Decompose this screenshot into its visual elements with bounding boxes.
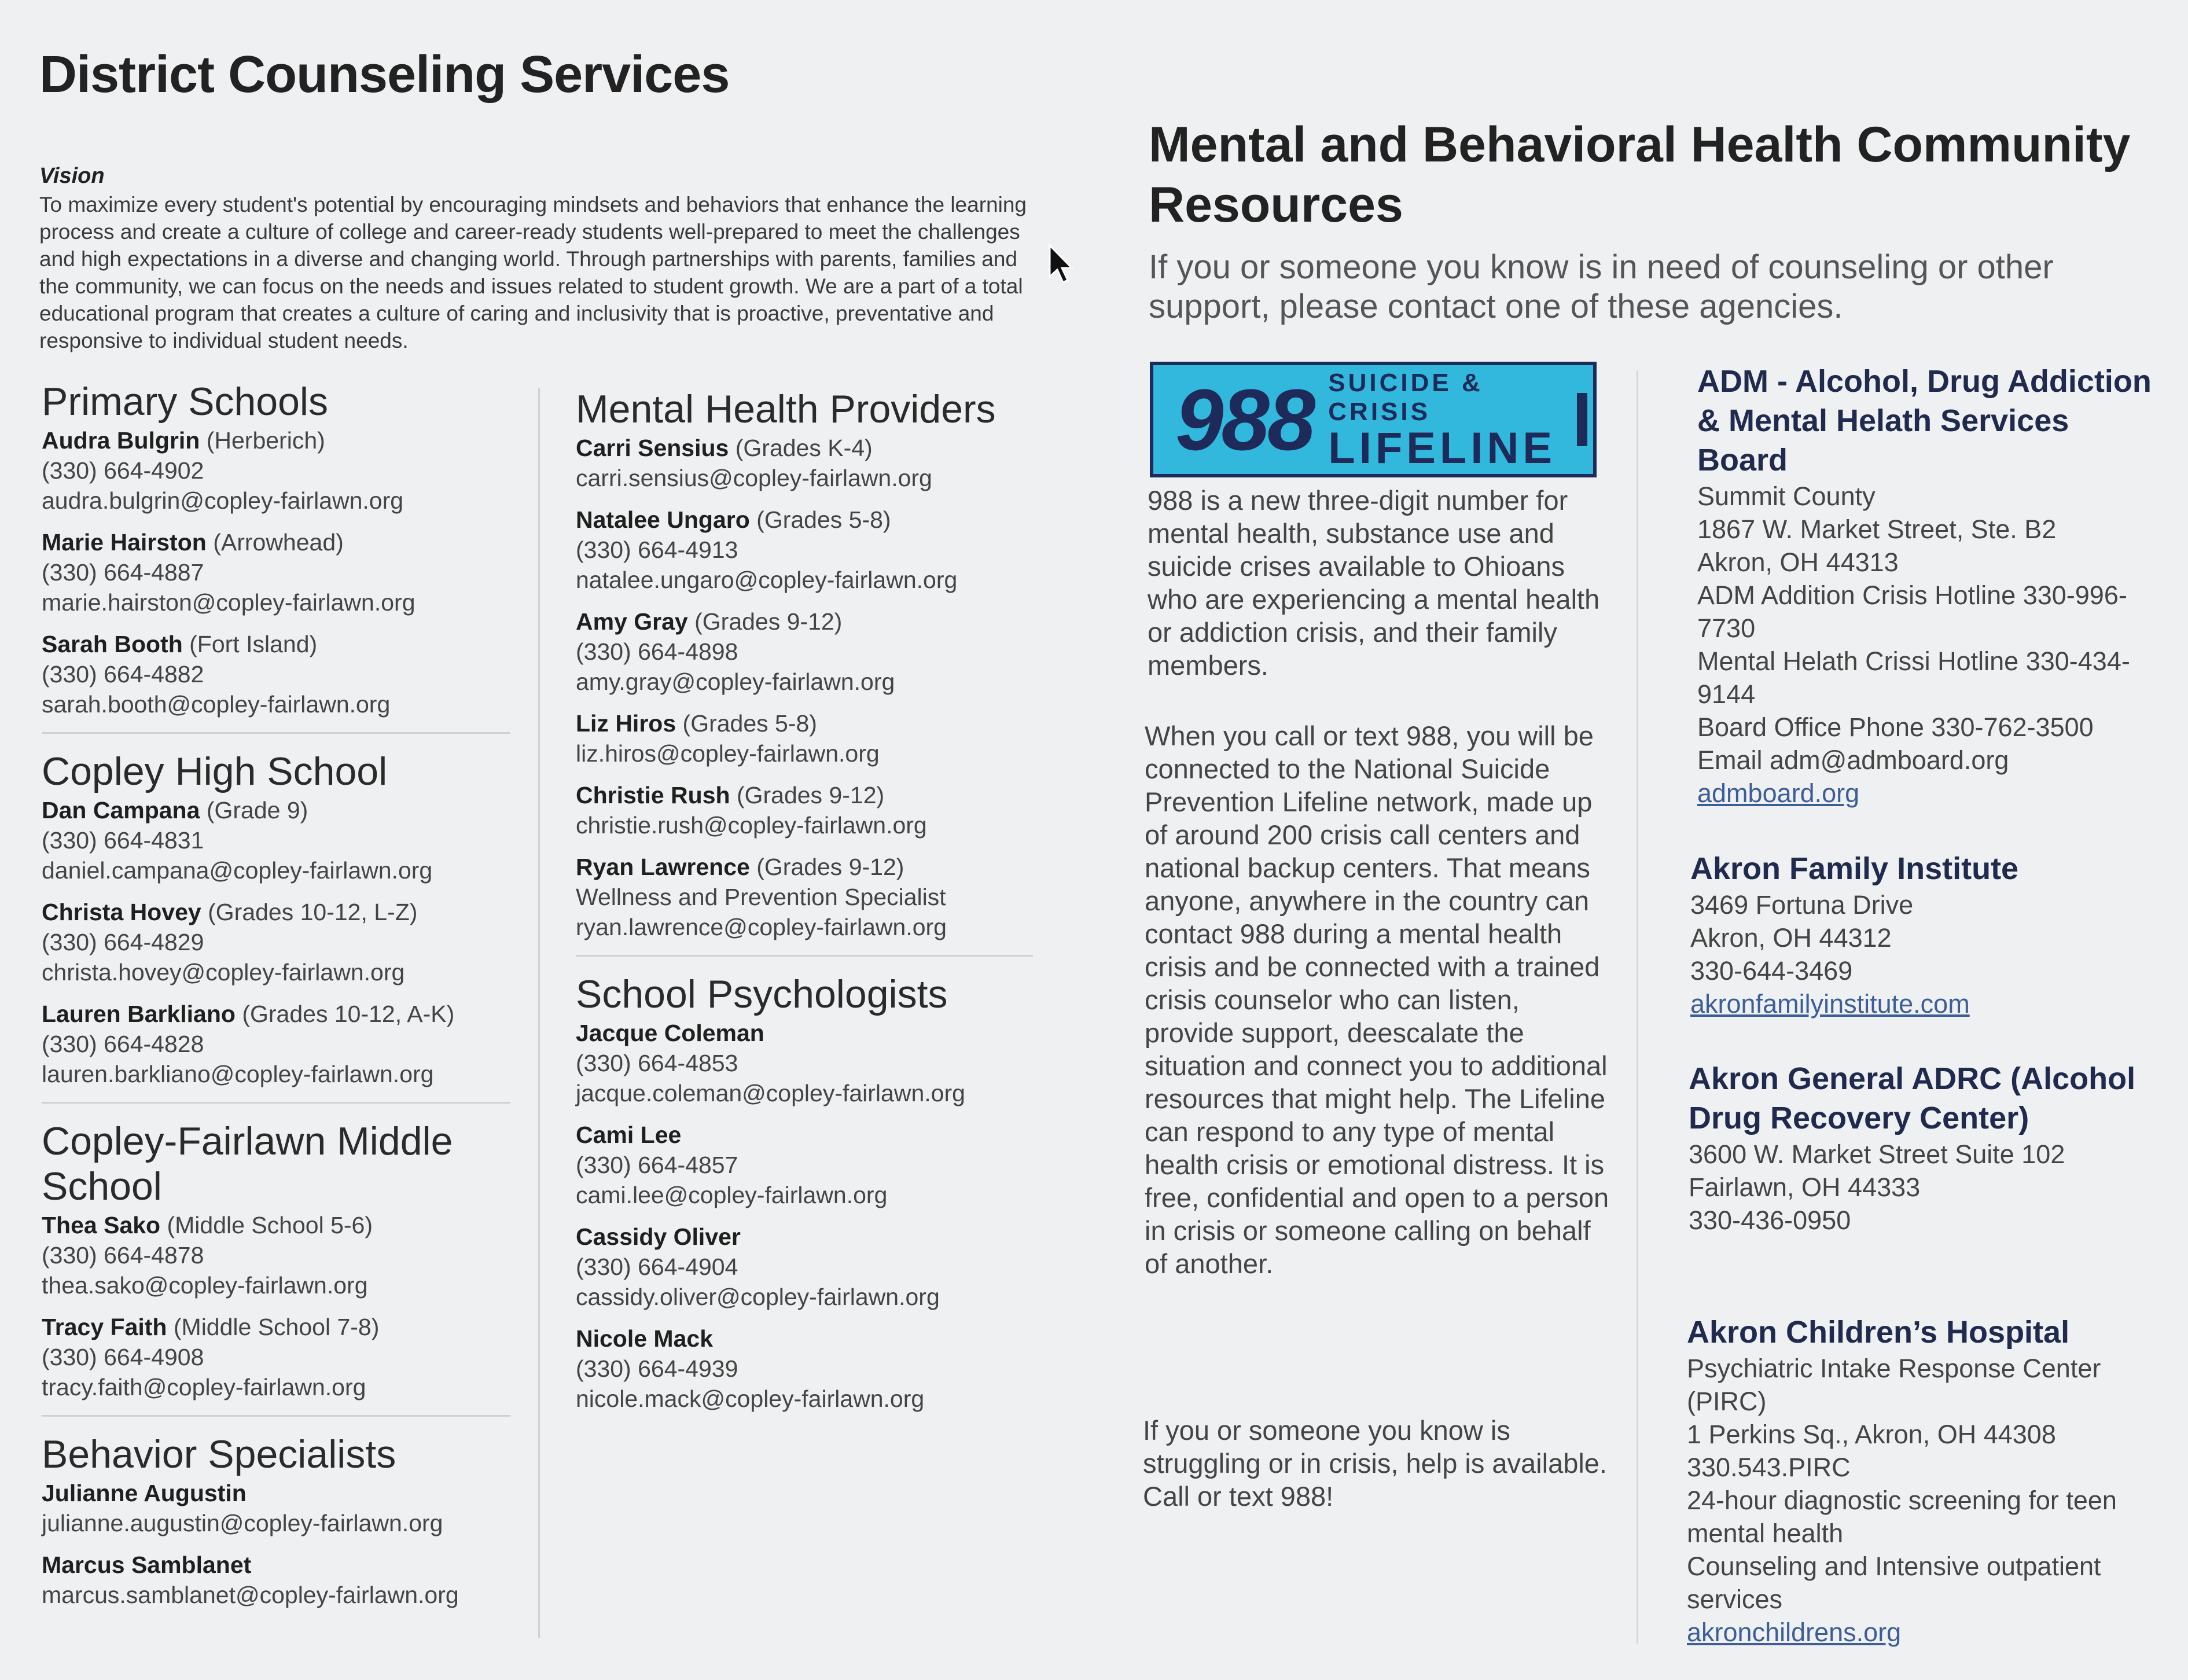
staff-name: Audra Bulgrin: [42, 427, 200, 454]
resources-intro: If you or someone you know is in need of counseling or other support, please contact one of these agencies.: [1149, 248, 2054, 325]
staff-name: Sarah Booth: [42, 631, 183, 657]
agency-adm: [1697, 362, 2160, 810]
staff-phone: (330) 664-4853: [576, 1050, 738, 1076]
staff-role: (Grades K-4): [735, 435, 873, 461]
agency-detail: 3469 Fortuna Drive: [1690, 890, 1914, 920]
staff-phone: (330) 664-4939: [576, 1355, 738, 1382]
agency-website-link[interactable]: admboard.org: [1697, 778, 1860, 808]
staff-contact: [42, 1550, 516, 1610]
agency-akron-childrens-hospital: [1687, 1313, 2150, 1649]
staff-name: Jacque Coleman: [576, 1020, 764, 1046]
agency-detail: 330-644-3469: [1690, 956, 1853, 986]
agency-name: Akron General ADRC (Alcohol Drug Recovery Center): [1689, 1061, 2136, 1135]
staff-name: Marie Hairston: [42, 529, 207, 556]
staff-contact: [42, 527, 516, 617]
staff-contact: [576, 433, 1039, 493]
staff-name: Lauren Barkliano: [42, 1001, 236, 1027]
staff-email: marcus.samblanet@copley-fairlawn.org: [42, 1582, 459, 1608]
staff-email: tracy.faith@copley-fairlawn.org: [42, 1374, 366, 1400]
staff-role: (Grade 9): [206, 797, 308, 824]
staff-contact: [42, 1478, 516, 1538]
section-heading: Behavior Specialists: [42, 1432, 396, 1476]
staff-name-line: [42, 795, 516, 825]
logo-words: [1328, 369, 1593, 473]
vision-label: Vision: [39, 164, 105, 188]
staff-contact: [42, 425, 516, 516]
staff-phone: (330) 664-4857: [576, 1152, 738, 1178]
agency-akron-family-institute: [1690, 849, 2153, 1020]
agency-detail: Fairlawn, OH 44333: [1689, 1172, 1921, 1202]
staff-role: (Herberich): [206, 427, 325, 454]
staff-name: Christie Rush: [576, 782, 730, 808]
staff-email: thea.sako@copley-fairlawn.org: [42, 1272, 368, 1299]
staff-name-line: [576, 1222, 1039, 1252]
middle-staff-column: [576, 387, 1039, 1425]
staff-role: (Grades 9-12): [736, 782, 885, 808]
staff-role: (Middle School 5-6): [167, 1212, 373, 1238]
staff-email: jacque.coleman@copley-fairlawn.org: [576, 1080, 965, 1106]
agency-detail: Counseling and Intensive outpatient services: [1687, 1552, 2101, 1614]
logo-bar: [1577, 393, 1587, 446]
staff-name-line: [42, 1550, 516, 1580]
agency-detail: 330-436-0950: [1689, 1205, 1851, 1235]
left-staff-column: [42, 379, 516, 1622]
agency-detail: 24-hour diagnostic screening for teen mental health: [1687, 1486, 2117, 1548]
agency-detail: 1867 W. Market Street, Ste. B2: [1697, 514, 2057, 544]
column-divider: [538, 388, 540, 1638]
staff-name-line: [576, 433, 1039, 463]
staff-email: daniel.campana@copley-fairlawn.org: [42, 857, 433, 884]
staff-email: lauren.barkliano@copley-fairlawn.org: [42, 1061, 434, 1087]
agency-detail: 3600 W. Market Street Suite 102: [1689, 1139, 2065, 1169]
vision-text: To maximize every student's potential by encouraging mindsets and behaviors that enhance the learning process and create a culture of college and career-ready students well-prepared to meet the challenges and high expectations in a diverse and changing world. Through partnerships with parents, families and the community, we can focus on the needs and issues related to student growth. We are a part of a total educational program that creates a culture of caring and inclusivity that is proactive, preventative and responsive to individual student needs.: [39, 193, 1027, 352]
staff-name-line: [42, 629, 516, 659]
staff-name-line: [576, 1018, 1039, 1048]
section-heading: Mental Health Providers: [576, 387, 996, 431]
staff-role: (Middle School 7-8): [173, 1314, 380, 1340]
staff-email: natalee.ungaro@copley-fairlawn.org: [576, 567, 958, 593]
staff-title: Wellness and Prevention Specialist: [576, 884, 946, 910]
logo-small-text: SUICIDE & CRISIS: [1328, 369, 1483, 426]
logo-big-text: LIFELINE: [1328, 424, 1557, 473]
staff-email: cassidy.oliver@copley-fairlawn.org: [576, 1284, 940, 1310]
staff-phone: (330) 664-4831: [42, 827, 204, 854]
agency-name: ADM - Alcohol, Drug Addiction & Mental Helath Services Board: [1697, 364, 2152, 477]
resources-title: Mental and Behavioral Health Community Resources: [1149, 117, 2131, 233]
agency-detail: 1 Perkins Sq., Akron, OH 44308: [1687, 1420, 2056, 1449]
staff-role: (Grades 5-8): [756, 506, 891, 533]
staff-name: Nicole Mack: [576, 1325, 713, 1352]
agency-detail: Psychiatric Intake Response Center (PIRC): [1687, 1354, 2101, 1416]
staff-name-line: [576, 505, 1039, 535]
988-lifeline-logo: [1150, 362, 1597, 477]
staff-name-line: [576, 780, 1039, 810]
staff-email: marie.hairston@copley-fairlawn.org: [42, 589, 415, 616]
staff-contact: [576, 852, 1039, 942]
staff-contact: [576, 708, 1039, 769]
staff-phone: (330) 664-4878: [42, 1242, 204, 1269]
staff-contact: [42, 1210, 516, 1300]
staff-role: (Fort Island): [189, 631, 318, 657]
staff-phone: (330) 664-4902: [42, 457, 204, 484]
staff-name-line: [576, 852, 1039, 882]
staff-phone: (330) 664-4898: [576, 638, 738, 665]
section-heading: School Psychologists: [576, 972, 948, 1016]
staff-name: Amy Gray: [576, 608, 688, 635]
agency-detail: Email adm@admboard.org: [1697, 745, 2009, 775]
staff-contact: [42, 897, 516, 987]
section-heading: Copley High School: [42, 749, 388, 793]
staff-role: (Grades 10-12, L-Z): [208, 899, 418, 925]
lifeline-paragraph: 988 is a new three-digit number for mental health, substance use and suicide crises available to Ohioans who are experiencing a mental health or addiction crisis, and their family members.: [1148, 485, 1600, 681]
staff-name-line: [42, 1478, 516, 1508]
staff-name: Marcus Samblanet: [42, 1552, 252, 1578]
mouse-pointer-icon: [1049, 244, 1075, 285]
section-divider: [42, 732, 510, 734]
staff-contact: [576, 505, 1039, 595]
lifeline-paragraph: If you or someone you know is struggling or in crisis, help is available. Call or text 988!: [1143, 1415, 1607, 1512]
staff-name: Cassidy Oliver: [576, 1223, 741, 1250]
page-title: District Counseling Services: [39, 46, 730, 104]
staff-name-line: [42, 425, 516, 455]
staff-contact: [576, 1120, 1039, 1210]
staff-contact: [42, 629, 516, 719]
staff-role: (Arrowhead): [213, 529, 344, 556]
staff-contact: [42, 999, 516, 1089]
staff-name: Tracy Faith: [42, 1314, 167, 1340]
agency-website-link[interactable]: akronfamilyinstitute.com: [1690, 989, 1970, 1019]
staff-role: (Grades 5-8): [682, 710, 817, 737]
staff-email: julianne.augustin@copley-fairlawn.org: [42, 1510, 443, 1536]
section-divider: [576, 955, 1033, 957]
staff-email: christa.hovey@copley-fairlawn.org: [42, 959, 405, 986]
agency-detail: Akron, OH 44312: [1690, 923, 1892, 953]
staff-phone: (330) 664-4913: [576, 536, 738, 563]
staff-email: nicole.mack@copley-fairlawn.org: [576, 1385, 925, 1412]
staff-name: Julianne Augustin: [42, 1480, 247, 1506]
staff-name-line: [42, 897, 516, 927]
staff-name-line: [42, 527, 516, 557]
agency-akron-general-adrc: [1689, 1059, 2152, 1237]
agency-name: Akron Family Institute: [1690, 851, 2019, 886]
staff-phone: (330) 664-4908: [42, 1344, 204, 1370]
staff-phone: (330) 664-4887: [42, 559, 204, 586]
staff-name-line: [576, 1120, 1039, 1150]
staff-email: sarah.booth@copley-fairlawn.org: [42, 691, 391, 718]
staff-phone: (330) 664-4882: [42, 661, 204, 688]
staff-email: cami.lee@copley-fairlawn.org: [576, 1182, 888, 1208]
staff-email: christie.rush@copley-fairlawn.org: [576, 812, 927, 839]
staff-email: ryan.lawrence@copley-fairlawn.org: [576, 914, 947, 940]
staff-phone: (330) 664-4829: [42, 929, 204, 955]
staff-name: Carri Sensius: [576, 435, 729, 461]
staff-contact: [42, 795, 516, 885]
staff-name-line: [42, 1312, 516, 1342]
staff-name: Cami Lee: [576, 1122, 682, 1148]
staff-name: Christa Hovey: [42, 899, 201, 925]
staff-phone: (330) 664-4828: [42, 1031, 204, 1057]
section-divider: [42, 1415, 510, 1417]
staff-role: (Grades 9-12): [756, 854, 904, 880]
agency-website-link[interactable]: akronchildrens.org: [1687, 1617, 1902, 1647]
resources-divider: [1637, 370, 1638, 1644]
staff-role: (Grades 10-12, A-K): [242, 1001, 455, 1027]
staff-contact: [576, 1222, 1039, 1312]
section-heading: Copley-Fairlawn Middle School: [42, 1119, 453, 1208]
staff-name-line: [576, 606, 1039, 637]
staff-name: Ryan Lawrence: [576, 854, 750, 880]
staff-contact: [576, 606, 1039, 697]
staff-contact: [42, 1312, 516, 1402]
section-divider: [42, 1102, 510, 1104]
staff-name: Thea Sako: [42, 1212, 161, 1238]
agency-detail: Akron, OH 44313: [1697, 547, 1899, 577]
agency-detail: ADM Addition Crisis Hotline 330-996-7730: [1697, 580, 2127, 643]
lifeline-paragraph: When you call or text 988, you will be connected to the National Suicide Prevention Lifeline network, made up of around 200 crisis call centers and national backup centers. That means anyone, anywhere in the country can contact 988 during a mental health crisis and be connected with a trained crisis counselor who can listen, provide support, deescalate the situation and connect you to additional resources that might help. The Lifeline can respond to any type of mental health crisis or emotional distress. It is free, confidential and open to a person in crisis or someone calling on behalf of another.: [1145, 720, 1609, 1279]
staff-phone: (330) 664-4904: [576, 1253, 738, 1280]
staff-email: liz.hiros@copley-fairlawn.org: [576, 740, 880, 767]
agency-detail: 330.543.PIRC: [1687, 1453, 1851, 1482]
staff-email: amy.gray@copley-fairlawn.org: [576, 668, 895, 695]
staff-contact: [576, 1018, 1039, 1108]
staff-name-line: [576, 708, 1039, 738]
staff-contact: [576, 780, 1039, 840]
agency-detail: Board Office Phone 330-762-3500: [1697, 712, 2094, 742]
logo-number: 988: [1175, 371, 1314, 468]
staff-name: Natalee Ungaro: [576, 506, 750, 533]
staff-email: audra.bulgrin@copley-fairlawn.org: [42, 487, 404, 514]
agency-detail: Mental Helath Crissi Hotline 330-434-9144: [1697, 646, 2130, 709]
staff-name: Liz Hiros: [576, 710, 676, 737]
staff-name-line: [42, 999, 516, 1029]
staff-name-line: [576, 1324, 1039, 1354]
agency-name: Akron Children’s Hospital: [1687, 1315, 2070, 1350]
staff-role: (Grades 9-12): [694, 608, 843, 635]
staff-name-line: [42, 1210, 516, 1240]
staff-email: carri.sensius@copley-fairlawn.org: [576, 465, 932, 491]
staff-contact: [576, 1324, 1039, 1414]
section-heading: Primary Schools: [42, 380, 329, 424]
agency-detail: Summit County: [1697, 481, 1876, 511]
staff-name: Dan Campana: [42, 797, 200, 824]
